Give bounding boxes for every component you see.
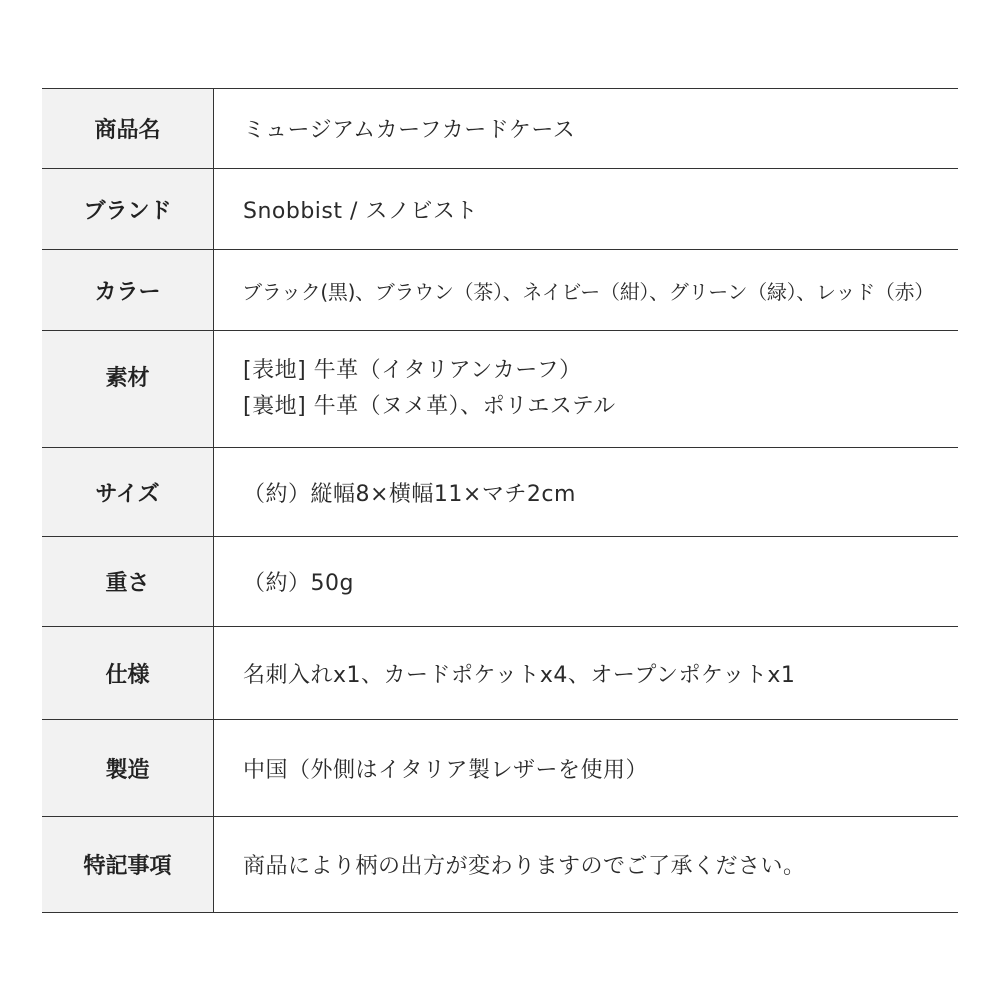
spec-label-notes: 特記事項 [42,817,214,913]
spec-label-size: サイズ [42,448,214,537]
spec-value-color: ブラック(黒)、ブラウン（茶）、ネイビー（紺）、グリーン（緑）、レッド（赤） [242,279,935,304]
spec-label-color: カラー [42,250,214,331]
spec-row-features [42,627,958,720]
spec-value-features: 名刺入れx1、カードポケットx4、オープンポケットx1 [243,662,796,688]
spec-value-manufacture: 中国（外側はイタリア製レザーを使用） [243,757,649,783]
spec-row-color [42,250,958,331]
spec-value-weight: （約）50g [243,571,354,596]
spec-row-manufacture [42,720,958,817]
spec-value-material-outer: [表地] 牛革（イタリアンカーフ） [243,358,582,383]
spec-label-material: 素材 [42,331,214,448]
product-spec-table [42,88,958,913]
spec-row-notes [42,817,958,913]
spec-value-notes: 商品により柄の出方が変わりますのでご了承ください。 [243,854,806,879]
spec-value-size: （約）縦幅8×横幅11×マチ2cm [243,481,576,507]
spec-row-material [42,331,958,448]
spec-row-brand [42,169,958,250]
spec-value-brand: Snobbist / スノビスト [243,198,478,224]
spec-value-material [214,331,959,448]
spec-row-size [42,448,958,537]
spec-value-material-lining: [裏地] 牛革（ヌメ革）、ポリエステル [243,394,616,419]
spec-label-features: 仕様 [42,627,214,720]
spec-label-manufacture: 製造 [42,720,214,817]
spec-label-product-name: 商品名 [42,89,214,169]
spec-row-product-name [42,89,958,169]
spec-label-weight: 重さ [42,537,214,627]
spec-value-product-name: ミュージアムカーフカードケース [243,118,576,143]
spec-label-brand: ブランド [42,169,214,250]
spec-row-weight [42,537,958,627]
